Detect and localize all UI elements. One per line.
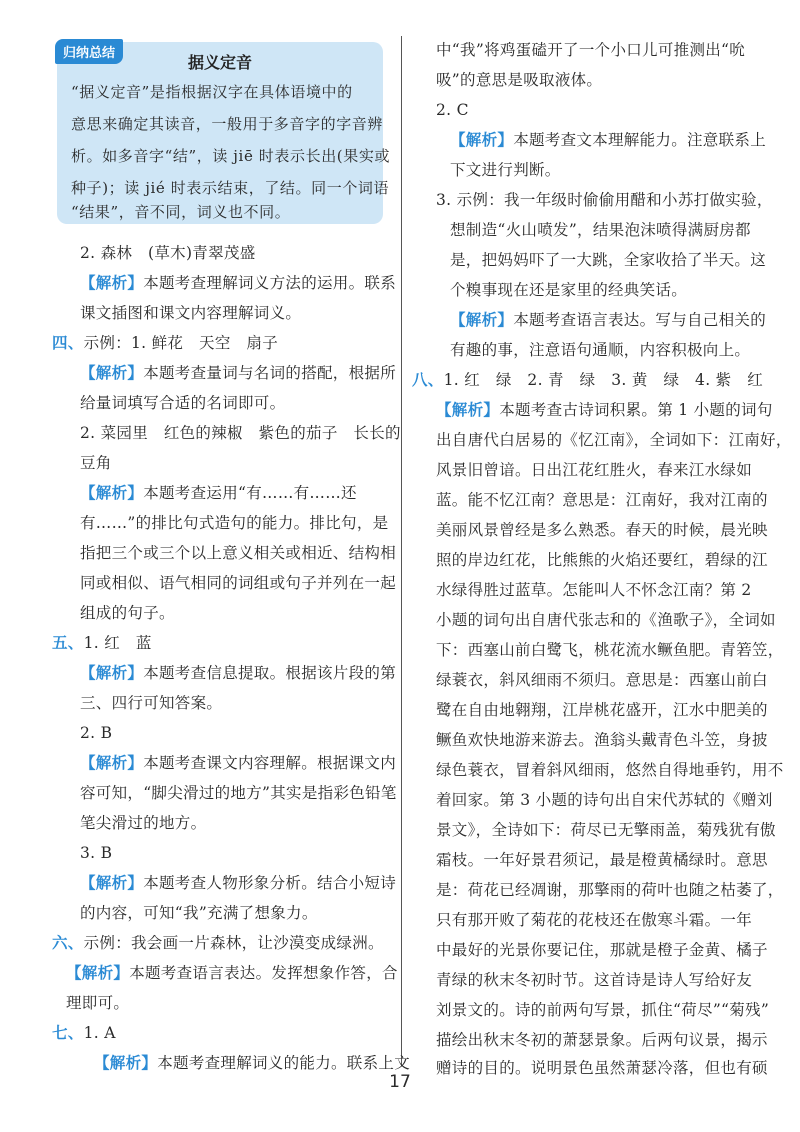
column-divider <box>401 36 402 1066</box>
explanation-line: 容可知，“脚尖滑过的地方”其实是指彩色铅笔 <box>80 784 397 802</box>
explanation-line: 给量词填写合适的名词即可。 <box>80 394 286 412</box>
explanation-line: 三、四行可知答案。 <box>80 694 223 712</box>
explanation-line: 笔尖滑过的地方。 <box>80 814 207 832</box>
explanation-line: 绿色蓑衣，冒着斜风细雨，悠然自得地垂钓，用不 <box>436 761 784 779</box>
summary-line: “据义定音”是指根据汉字在具体语境中的 <box>71 83 353 101</box>
explanation-line: 【解析】本题考查人物形象分析。结合小短诗 <box>80 873 397 892</box>
explanation-line: 照的岸边红花，比熊熊的火焰还要红，碧绿的江 <box>436 551 768 569</box>
page-number: 17 <box>389 1072 411 1092</box>
section-number: 四、 <box>52 333 84 352</box>
summary-line: “结果”，音不同，词义也不同。 <box>71 203 291 221</box>
explanation-line: 【解析】本题考查量词与名词的搭配，根据所 <box>80 363 397 382</box>
summary-line: 意思来确定其读音，一般用于多音字的字音辨 <box>71 115 384 133</box>
explanation-line: 风景旧曾谙。日出江花红胜火，春来江水绿如 <box>436 461 753 479</box>
answer-line: 3. 示例：我一年级时偷偷用醋和小苏打做实验， <box>436 191 773 209</box>
answer-line: 四、示例：1. 鲜花 天空 扇子 <box>52 333 279 352</box>
summary-badge: 归纳总结 <box>55 39 123 64</box>
explanation-line: 美丽风景曾经是多么熟悉。春天的时候，晨光映 <box>436 521 768 539</box>
summary-box <box>57 42 391 224</box>
explanation-line: 青绿的秋末冬初时节。这首诗是诗人写给好友 <box>436 971 753 989</box>
explanation-line: 组成的句子。 <box>80 604 175 622</box>
explanation-line: 霜枝。一年好景君须记，最是橙黄橘绿时。意思 <box>436 851 768 869</box>
explanation-line: 课文插图和课文内容理解词义。 <box>80 304 302 322</box>
explanation-line: 蓝。能不忆江南？意思是：江南好，我对江南的 <box>436 491 768 509</box>
explanation-line: 有趣的事，注意语句通顺，内容积极向上。 <box>450 341 751 359</box>
explanation-line: 描绘出秋末冬初的萧瑟景象。后两句议景，揭示 <box>436 1031 768 1049</box>
answer-line: 2. B <box>80 724 113 742</box>
answer-line: 是，把妈妈吓了一大跳，全家收拾了半天。这 <box>450 251 767 269</box>
explanation-line: 【解析】本题考查理解词义的能力。联系上文 <box>94 1053 411 1072</box>
explanation-line: 鳜鱼欢快地游来游去。渔翁头戴青色斗笠，身披 <box>436 731 768 749</box>
section-number: 七、 <box>52 1023 84 1042</box>
explanation-line: 只有那开败了菊花的花枝还在傲寒斗霜。一年 <box>436 911 753 929</box>
section-number: 五、 <box>52 633 84 652</box>
summary-title: 据义定音 <box>187 53 252 72</box>
answer-line: 3. B <box>80 844 113 862</box>
explanation-line: 出自唐代白居易的《忆江南》，全词如下：江南好， <box>436 431 792 449</box>
explanation-line: 鹭在自由地翱翔，江岸桃花盛开，江水中肥美的 <box>436 701 768 719</box>
explanation-line: 赠诗的目的。说明景色虽然萧瑟冷落，但也有硕 <box>436 1059 768 1077</box>
explanation-line: 【解析】本题考查语言表达。写与自己相关的 <box>450 310 767 329</box>
summary-line: 种子)；读 jié 时表示结束，了结。同一个词语 <box>71 179 390 197</box>
explanation-line: 【解析】本题考查古诗词积累。第 1 小题的词句 <box>436 400 773 419</box>
answer-line: 六、示例：我会画一片森林，让沙漠变成绿洲。 <box>52 933 384 952</box>
explanation-line: 指把三个或三个以上意义相关或相近、结构相 <box>80 544 397 562</box>
explanation-line: 【解析】本题考查文本理解能力。注意联系上 <box>450 130 767 149</box>
explanation-line: 绿蓑衣，斜风细雨不须归。意思是：西塞山前白 <box>436 671 768 689</box>
explanation-line: 下文进行判断。 <box>450 161 561 179</box>
answer-line: 七、1. A <box>52 1023 116 1042</box>
section-number: 六、 <box>52 933 84 952</box>
explanation-line: 水绿得胜过蓝草。怎能叫人不怀念江南？第 2 <box>436 581 752 599</box>
answer-line: 2. C <box>436 101 469 119</box>
explanation-line: 有……”的排比句式造句的能力。排比句，是 <box>80 514 389 532</box>
explanation-line: 是：荷花已经凋谢，那擎雨的荷叶也随之枯萎了， <box>436 881 784 899</box>
summary-line: 析。如多音字“结”，读 jiē 时表示长出(果实或 <box>71 147 391 165</box>
answer-line: 想制造“火山喷发”，结果泡沫喷得满厨房都 <box>450 221 751 239</box>
explanation-line: 刘景文的。诗的前两句写景，抓住“荷尽”“菊残” <box>436 1001 770 1019</box>
answer-line: 豆角 <box>80 454 112 472</box>
answer-line: 五、1. 红 蓝 <box>52 633 152 652</box>
explanation-line: 【解析】本题考查运用“有……有……还 <box>80 483 357 502</box>
explanation-line: 吸”的意思是吸取液体。 <box>436 71 603 89</box>
explanation-line: 小题的词句出自唐代张志和的《渔歌子》，全词如 <box>436 611 776 629</box>
explanation-line: 着回家。第 3 小题的诗句出自宋代苏轼的《赠刘 <box>436 791 773 809</box>
explanation-line: 中最好的光景你要记住，那就是橙子金黄、橘子 <box>436 941 768 959</box>
explanation-line: 【解析】本题考查理解词义方法的运用。联系 <box>80 273 397 292</box>
explanation-line: 同或相似、语气相同的词组或句子并列在一起 <box>80 574 397 592</box>
answer-line: 八、1. 红 绿 2. 青 绿 3. 黄 绿 4. 紫 红 <box>412 370 764 389</box>
explanation-line: 理即可。 <box>66 994 130 1012</box>
explanation-line: 下：西塞山前白鹭飞，桃花流水鳜鱼肥。青箬笠， <box>436 641 784 659</box>
explanation-line: 中“我”将鸡蛋磕开了一个小口儿可推测出“吮 <box>436 41 746 59</box>
answer-line: 2. 菜园里 红色的辣椒 紫色的茄子 长长的 <box>80 424 401 442</box>
answer-line: 2. 森林 (草木)青翠茂盛 <box>80 244 256 262</box>
explanation-line: 【解析】本题考查信息提取。根据该片段的第 <box>80 663 397 682</box>
explanation-line: 的内容，可知“我”充满了想象力。 <box>80 904 318 922</box>
section-number: 八、 <box>412 370 444 389</box>
analysis-tag: 【解析】 <box>80 273 144 292</box>
explanation-line: 【解析】本题考查课文内容理解。根据课文内 <box>80 753 397 772</box>
explanation-line: 景文》，全诗如下：荷尽已无擎雨盖，菊残犹有傲 <box>436 821 776 839</box>
explanation-line: 【解析】本题考查语言表达。发挥想象作答，合 <box>66 963 398 982</box>
answer-line: 个糗事现在还是家里的经典笑话。 <box>450 281 688 299</box>
